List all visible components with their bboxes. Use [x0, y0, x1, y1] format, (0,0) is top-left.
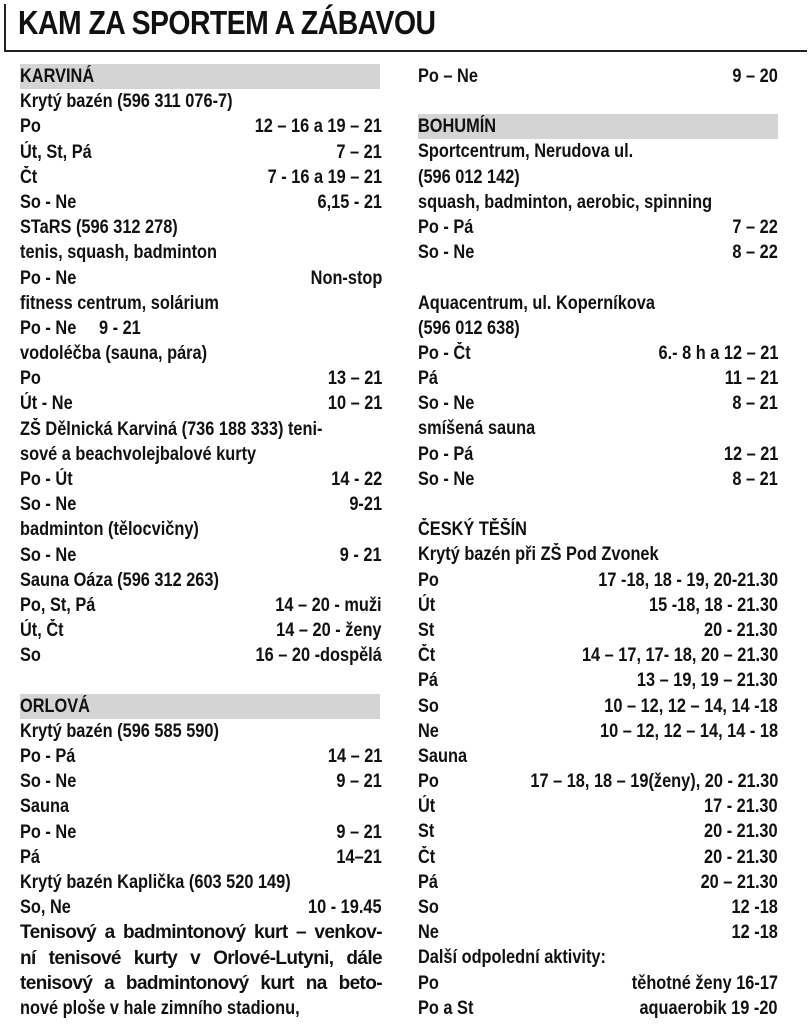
venue-phone: (596 012 142) — [418, 166, 520, 188]
schedule-row: Po - Pá 14 – 21 — [20, 746, 382, 768]
schedule-row: So - Ne 9 – 21 — [20, 771, 382, 793]
schedule-row: Út, Čt 14 – 20 - ženy — [20, 620, 382, 642]
section-heading-karvina: KARVINÁ — [20, 64, 380, 89]
venue-activities: badminton (tělocvičny) — [20, 519, 199, 541]
schedule-row: So - Ne 9-21 — [20, 494, 382, 516]
venue-activities: smíšená sauna — [418, 418, 536, 440]
paragraph-line: Tenisový a badmintonový kurt – venkov- — [20, 922, 382, 944]
right-column — [418, 64, 778, 1021]
venue-name: Krytý bazén Kaplička (603 520 149) — [20, 872, 291, 893]
venue-activities: tenis, squash, badminton — [20, 242, 218, 264]
schedule-row: Út, St, Pá 7 – 21 — [20, 141, 382, 163]
schedule-row: Ne 10 – 12, 12 – 14, 14 - 18 — [418, 720, 778, 742]
venue-name: Krytý bazén (596 585 590) — [20, 720, 219, 742]
venue-name: STaRS (596 312 278) — [20, 217, 178, 239]
venue-name: sové a beachvolejbalové kurty — [20, 443, 257, 465]
schedule-row: Pá 11 – 21 — [418, 368, 778, 390]
schedule-row: Po - Út 14 - 22 — [20, 469, 382, 490]
schedule-row: Čt 20 - 21.30 — [418, 846, 778, 868]
venue-activities: fitness centrum, solárium — [20, 292, 219, 314]
schedule-row: Po a St aquaerobik 19 -20 — [418, 997, 778, 1019]
left-column — [20, 64, 382, 1021]
schedule-row: Po - Ne 9 - 21 — [20, 317, 141, 339]
schedule-row: Po - Pá 7 – 22 — [418, 216, 778, 238]
schedule-row: Po – Ne 9 – 20 — [418, 66, 778, 87]
schedule-row: So 10 – 12, 12 – 14, 14 -18 — [418, 695, 778, 717]
section-gap — [418, 265, 778, 290]
schedule-row: So - Ne 8 – 21 — [418, 393, 778, 415]
schedule-row: Čt 14 – 17, 17- 18, 20 – 21.30 — [418, 645, 778, 667]
schedule-row: Po těhotné ženy 16-17 — [418, 972, 778, 994]
schedule-row: Út 15 -18, 18 - 21.30 — [418, 594, 778, 616]
paragraph-line: ní tenisové kurty v Orlové-Lutyni, dále — [20, 947, 382, 969]
schedule-row: So - Ne 8 – 21 — [418, 468, 778, 490]
left-edge-rule — [4, 4, 6, 50]
schedule-row: Po 17 – 18, 18 – 19(ženy), 20 - 21.30 — [418, 771, 778, 793]
schedule-row: Út 17 - 21.30 — [418, 796, 778, 818]
venue-name: Sauna — [20, 796, 70, 818]
schedule-row: Po 13 – 21 — [20, 368, 382, 390]
schedule-row: So - Ne 6,15 - 21 — [20, 191, 382, 213]
schedule-row: Pá 13 – 19, 19 – 21.30 — [418, 670, 778, 692]
schedule-row: So 16 – 20 -dospělá — [20, 645, 382, 667]
section-gap — [20, 669, 382, 694]
section-gap — [418, 492, 778, 517]
schedule-row: So - Ne 9 - 21 — [20, 544, 382, 566]
venue-phone: (596 012 638) — [418, 317, 520, 339]
schedule-row: So, Ne 10 - 19.45 — [20, 897, 382, 919]
paragraph-line: tenisový a badmintonový kurt na beto- — [20, 972, 382, 994]
schedule-row: So 12 -18 — [418, 897, 778, 918]
venue-name: Sauna Oáza (596 312 263) — [20, 569, 219, 591]
venue-name: Sportcentrum, Nerudova ul. — [418, 141, 634, 163]
schedule-row: Po, St, Pá 14 – 20 - muži — [20, 594, 382, 616]
schedule-row: Pá 14–21 — [20, 846, 382, 868]
schedule-row: Út - Ne 10 – 21 — [20, 393, 382, 415]
schedule-row: Po 12 – 16 a 19 – 21 — [20, 116, 382, 138]
schedule-row: Pá 20 – 21.30 — [418, 871, 778, 893]
schedule-row: Po - Ne Non-stop — [20, 267, 382, 289]
venue-name: Aquacentrum, ul. Koperníkova — [418, 292, 655, 314]
schedule-row: Po - Čt 6.- 8 h a 12 – 21 — [418, 342, 778, 364]
venue-name: Krytý bazén (596 311 076-7) — [20, 91, 233, 113]
page-title: KAM ZA SPORTEM A ZÁBAVOU — [18, 4, 436, 41]
section-heading-tesin: ČESKÝ TĚŠÍN — [418, 519, 527, 541]
section-heading-bohumin: BOHUMÍN — [418, 114, 778, 139]
paragraph-line: nové ploše v hale zimního stadionu, — [20, 997, 300, 1019]
title-rule — [4, 50, 807, 52]
section-gap — [418, 89, 778, 104]
schedule-row: Po 17 -18, 18 - 19, 20-21.30 — [418, 569, 778, 591]
schedule-row: St 20 - 21.30 — [418, 619, 778, 641]
schedule-row: Ne 12 -18 — [418, 922, 778, 944]
venue-name: Krytý bazén při ZŠ Pod Zvonek — [418, 544, 659, 566]
schedule-row: Po - Ne 9 – 21 — [20, 821, 382, 843]
schedule-row: St 20 - 21.30 — [418, 821, 778, 843]
venue-activities: vodoléčba (sauna, pára) — [20, 343, 208, 365]
section-gap — [418, 104, 778, 114]
section-heading-orlova: ORLOVÁ — [20, 694, 380, 719]
venue-name: Sauna — [418, 745, 468, 767]
venue-activities: Další odpolední aktivity: — [418, 947, 606, 969]
schedule-row: Čt 7 - 16 a 19 – 21 — [20, 166, 382, 188]
venue-name: ZŠ Dělnická Karviná (736 188 333) teni- — [20, 418, 323, 440]
venue-activities: squash, badminton, aerobic, spinning — [418, 191, 713, 213]
schedule-row: So - Ne 8 – 22 — [418, 242, 778, 264]
schedule-row: Po - Pá 12 – 21 — [418, 443, 778, 465]
